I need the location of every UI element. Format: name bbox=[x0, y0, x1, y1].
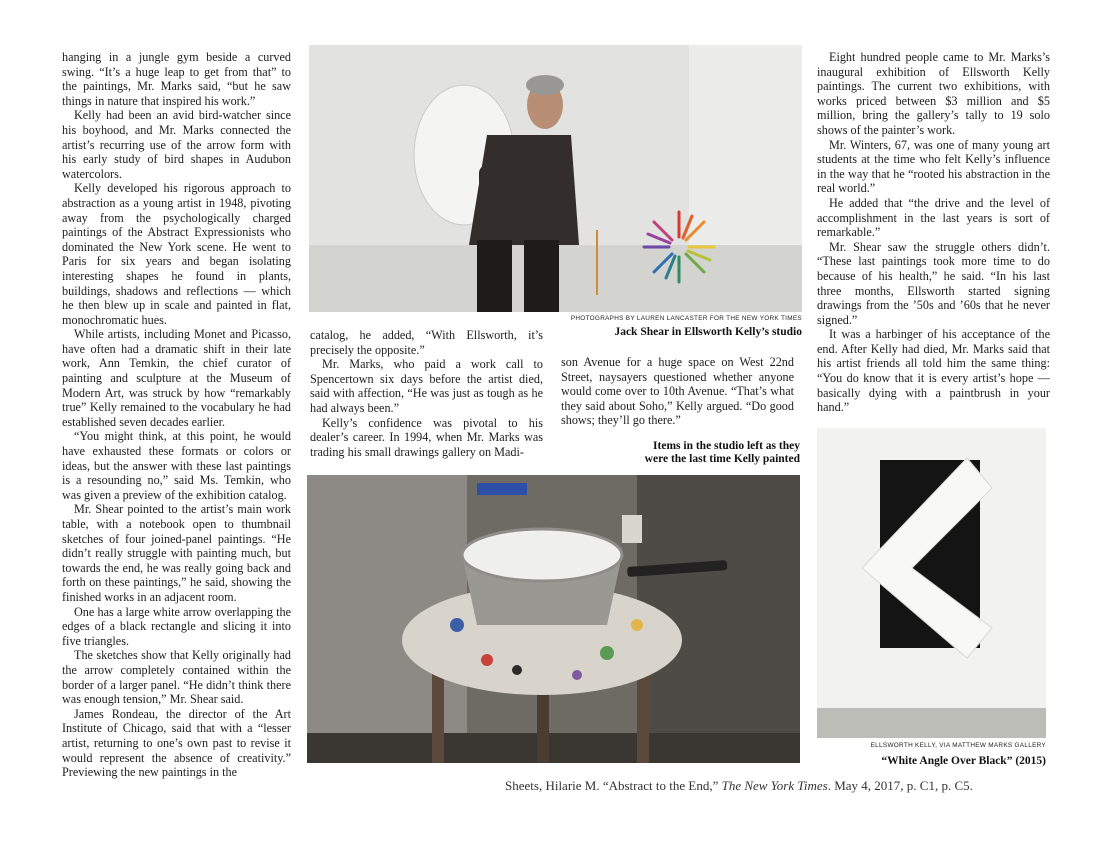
painting-illustration bbox=[817, 428, 1046, 738]
paragraph: He added that “the drive and the level of accomplishment in the last years is sort of remarkable.” bbox=[817, 195, 1050, 240]
paragraph: hanging in a jungle gym beside a curved swing. “It’s a huge leap to get from that” to the paintings, Mr. Marks said, “but he saw things in nature that inspired his work.” bbox=[62, 50, 291, 108]
photo-caption: “White Angle Over Black” (2015) bbox=[881, 755, 1046, 767]
photo-credit: ELLSWORTH KELLY, VIA MATTHEW MARKS GALLERY bbox=[870, 742, 1046, 749]
paragraph: It was a harbinger of his acceptance of the end. After Kelly had died, Mr. Marks said that his artist friends all told him the same thing: “You do know that it is every artist’s hope — basically dying with a paintbrush in your hand.” bbox=[817, 327, 1050, 415]
paragraph: Eight hundred people came to Mr. Marks’s inaugural exhibition of Ellsworth Kelly paintings. The current two exhibitions, with works priced between $3 million and $5 million, bring the gallery’s tally to 19 solo shows of the painter’s work. bbox=[817, 50, 1050, 137]
photo-jack-shear bbox=[309, 45, 802, 312]
caption-line: Items in the studio left as they bbox=[653, 440, 800, 452]
article-column-4 bbox=[817, 50, 1050, 415]
citation-prefix: Sheets, Hilarie M. “Abstract to the End,” bbox=[505, 778, 722, 793]
paragraph: Mr. Winters, 67, was one of many young art students at the time who felt Kelly’s influence in the way that he “rooted his abstraction in the real world.” bbox=[817, 137, 1050, 196]
caption-line: were the last time Kelly painted bbox=[644, 453, 800, 465]
paragraph: While artists, including Monet and Picasso, have often had a dramatic shift in their late work, Ann Temkin, the chief curator of painting and sculpture at the Museum of Modern Art, was struck by how “remarkably true” Kelly remained to the vocabulary he had established seven decades earlier. bbox=[62, 327, 291, 429]
photo-white-angle-over-black bbox=[817, 428, 1046, 738]
paragraph: “You might think, at this point, he would have exhausted these formats or colors or ideas, but the answer with these last paintings is a resounding no,” said Ms. Temkin, who was given a preview of the exhibition catalog. bbox=[62, 429, 291, 502]
paragraph: Kelly’s confidence was pivotal to his dealer’s career. In 1994, when Mr. Marks was trading his small drawings gallery on Madi- bbox=[310, 415, 543, 459]
paragraph: One has a large white arrow overlapping the edges of a black rectangle and slicing it into five triangles. bbox=[62, 604, 291, 648]
paragraph: Mr. Marks, who paid a work call to Spencertown six days before the artist died, said with affection, “He was just as tough as he had always been.” bbox=[310, 357, 543, 415]
paragraph: catalog, he added, “With Ellsworth, it’s precisely the opposite.” bbox=[310, 328, 543, 357]
paragraph: Kelly had been an avid bird-watcher since his boyhood, and Mr. Marks connected the artist’s recurring use of the arrow form with his early study of bird shapes in Audubon watercolors. bbox=[62, 108, 291, 181]
photo-studio-items-illustration bbox=[307, 475, 800, 763]
paragraph: Mr. Shear saw the struggle others didn’t. “These last paintings took more time to do because of his health,” he said. “In his last three months, Ellsworth started signing drawings from the ’50s and ’60s that he never signed.” bbox=[817, 239, 1050, 327]
paragraph: son Avenue for a huge space on West 22nd Street, naysayers questioned whether anyone would come over to 10th Avenue. “That’s what they said about Soho,” Kelly argued. “Do good shows; they’ll go there.” bbox=[561, 355, 794, 428]
article-column-1 bbox=[62, 50, 291, 780]
photo-studio-items bbox=[307, 475, 800, 763]
photo-caption bbox=[580, 440, 800, 466]
paragraph: Kelly developed his rigorous approach to abstraction as a young artist in 1948, pivoting away from the psychologically charged paintings of the Abstract Expressionists who dominated the New York scene. He went to Paris for six years and began isolating interesting shapes he found in plants, buildings, shadows and reflections — which he then blew up in scale and painted in flat, monochromatic hues. bbox=[62, 181, 291, 327]
paragraph: The sketches show that Kelly originally had the arrow completely contained within the border of a larger panel. “He didn’t think there was enough tension,” Mr. Shear said. bbox=[62, 648, 291, 707]
photo-caption: Jack Shear in Ellsworth Kelly’s studio bbox=[614, 326, 802, 338]
citation-suffix: . May 4, 2017, p. C1, p. C5. bbox=[827, 778, 973, 793]
citation bbox=[505, 778, 1065, 794]
photo-credit: PHOTOGRAPHS BY LAUREN LANCASTER FOR THE NEW YORK TIMES bbox=[570, 315, 802, 322]
citation-publication: The New York Times bbox=[721, 778, 828, 793]
photo-jack-shear-illustration bbox=[309, 45, 802, 312]
paragraph: James Rondeau, the director of the Art Institute of Chicago, said that with a “lesser artist, returning to one’s own past to revise it would represent the absence of creativity.” Previewing the new paintings in the bbox=[62, 706, 291, 780]
article-column-2 bbox=[310, 328, 543, 468]
paragraph: Mr. Shear pointed to the artist’s main work table, with a notebook open to thumbnail sketches of four joined-panel paintings. “He didn’t really struggle with painting much, but towards the end, he was really going back and forth on these paintings,” he said, showing the finished works in an adjacent room. bbox=[62, 502, 291, 604]
